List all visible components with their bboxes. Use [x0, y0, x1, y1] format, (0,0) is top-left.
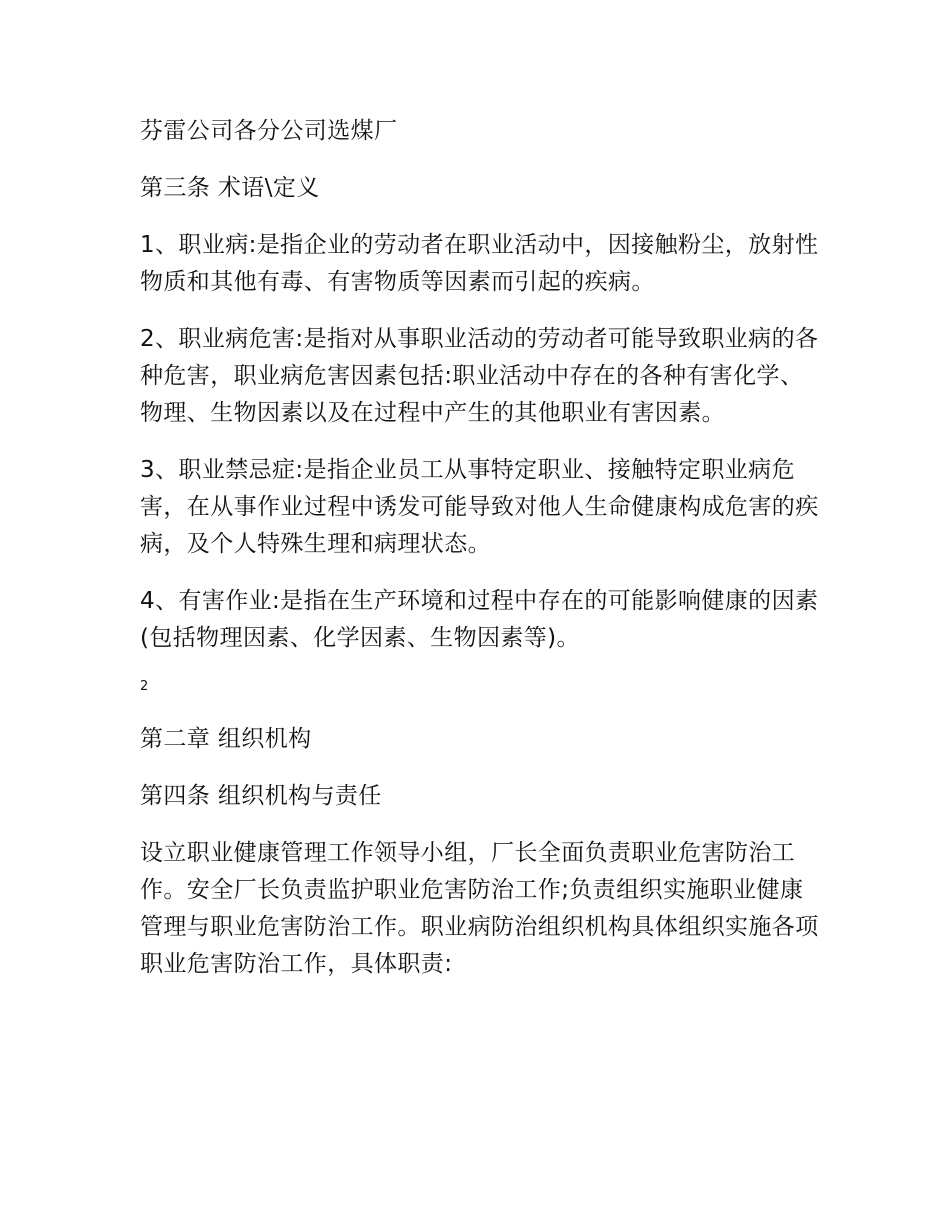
organization-paragraph: 设立职业健康管理工作领导小组，厂长全面负责职业危害防治工作。安全厂长负责监护职业危害防治工作;负责组织实施职业健康管理与职业危害防治工作。职业病防治组织机构具体组织实施各项职业危害防治工作，具体职责: [140, 840, 819, 977]
definition-occupational-hazard: 2、职业病危害:是指对从事职业活动的劳动者可能导致职业病的各种危害，职业病危害因素包括:职业活动中存在的各种有害化学、物理、生物因素以及在过程中产生的其他职业有害因素。 [140, 326, 819, 426]
company-line: 芬雷公司各分公司选煤厂 [140, 118, 398, 144]
definition-occupational-disease: 1、职业病:是指企业的劳动者在职业活动中，因接触粉尘，放射性物质和其他有毒、有害物质等因素而引起的疾病。 [140, 232, 819, 295]
page-number: 2 [140, 679, 149, 694]
page-content [140, 113, 820, 983]
definition-harmful-work: 4、有害作业:是指在生产环境和过程中存在的可能影响健康的因素(包括物理因素、化学因素、生物因素等)。 [140, 588, 819, 651]
definition-contraindication: 3、职业禁忌症:是指企业员工从事特定职业、接触特定职业病危害，在从事作业过程中诱发可能导致对他人生命健康构成危害的疾病，及个人特殊生理和病理状态。 [140, 457, 819, 557]
article-four-heading: 第四条 组织机构与责任 [140, 783, 382, 809]
chapter-two-heading: 第二章 组织机构 [140, 726, 312, 752]
article-three-heading: 第三条 术语\定义 [140, 175, 320, 201]
